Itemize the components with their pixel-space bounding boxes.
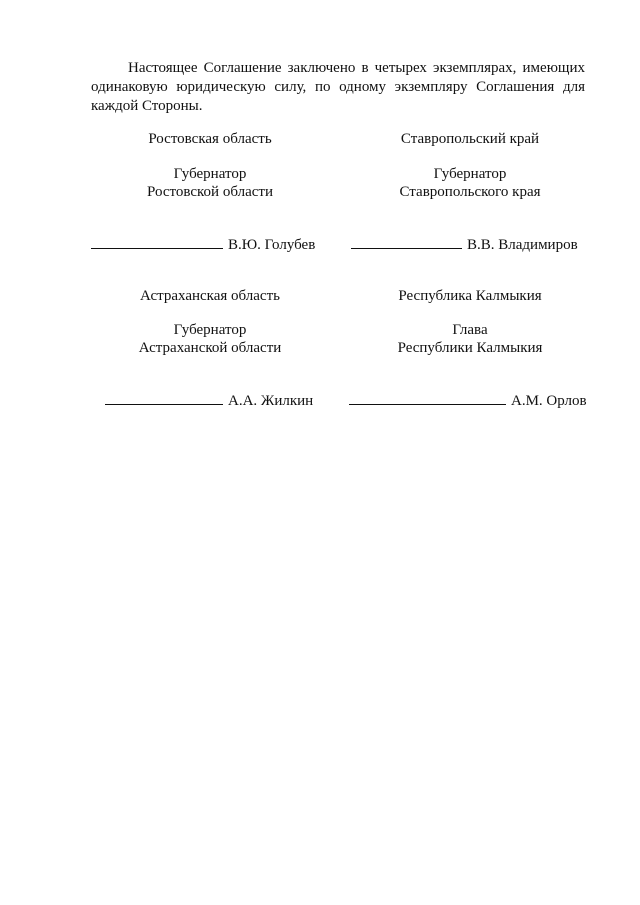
party-region-astrakhan: Астраханская область bbox=[140, 288, 280, 304]
signature-line bbox=[105, 390, 223, 405]
party-region-stavropol: Ставропольский край bbox=[400, 131, 540, 147]
party-region-kalmykia: Республика Калмыкия bbox=[398, 288, 542, 304]
party-title-kalmykia: Глава bbox=[452, 322, 488, 338]
party-title-of-rostov: Ростовской области bbox=[147, 184, 273, 200]
signature-block-rostov bbox=[91, 234, 315, 255]
party-title-stavropol: Губернатор bbox=[433, 166, 507, 182]
signature-block-kalmykia bbox=[349, 390, 587, 411]
intro-paragraph: Настоящее Соглашение заключено в четырех экземплярах, имеющих одинаковую юридическую силу, по одному экземпляру Соглашения для каждой Стороны. bbox=[91, 60, 585, 114]
party-region-rostov: Ростовская область bbox=[148, 131, 272, 147]
party-title-of-astrakhan: Астраханской области bbox=[138, 340, 282, 356]
signer-name-rostov: В.Ю. Голубев bbox=[228, 237, 316, 253]
party-title-rostov: Губернатор bbox=[173, 166, 247, 182]
party-title-of-stavropol: Ставропольского края bbox=[399, 184, 541, 200]
signature-line bbox=[91, 234, 223, 249]
signature-line bbox=[351, 234, 462, 249]
signature-line bbox=[349, 390, 506, 405]
signer-name-kalmykia: А.М. Орлов bbox=[511, 393, 587, 409]
signature-block-stavropol bbox=[351, 234, 578, 255]
party-title-astrakhan: Губернатор bbox=[173, 322, 247, 338]
signer-name-stavropol: В.В. Владимиров bbox=[467, 237, 578, 253]
party-title-of-kalmykia: Республики Калмыкия bbox=[397, 340, 543, 356]
signature-block-astrakhan bbox=[105, 390, 313, 411]
signer-name-astrakhan: А.А. Жилкин bbox=[228, 393, 314, 409]
